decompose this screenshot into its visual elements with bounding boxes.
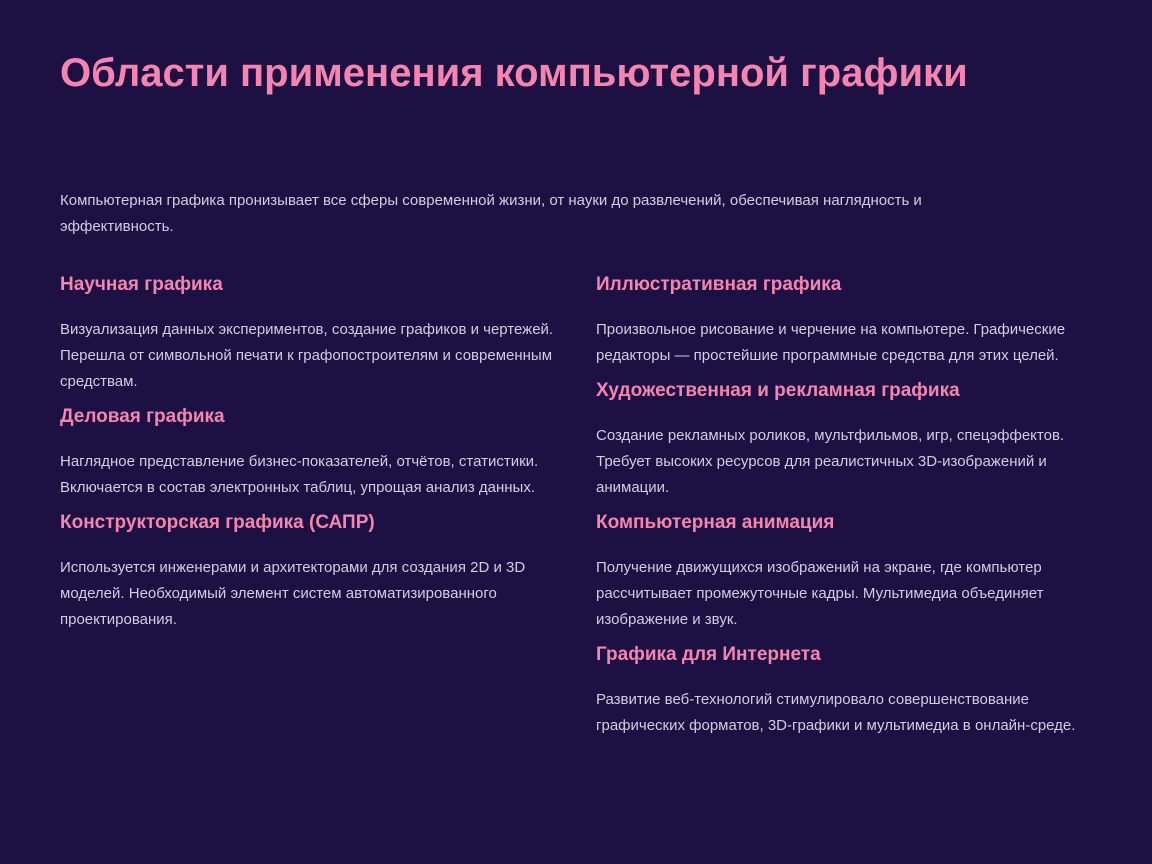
section-heading: Деловая графика bbox=[60, 406, 225, 427]
section-text: Используется инженерами и архитекторами для создания 2D и 3D моделей. Необходимый элемент систем автоматизированного проектирования. bbox=[60, 559, 526, 628]
section-business-graphics bbox=[60, 403, 560, 501]
page-title: Области применения компьютерной графики bbox=[60, 51, 968, 95]
section-text: Произвольное рисование и черчение на компьютере. Графические редакторы — простейшие программные средства для этих целей. bbox=[596, 321, 1066, 364]
section-web-graphics bbox=[596, 641, 1096, 739]
section-text: Получение движущихся изображений на экране, где компьютер рассчитывает промежуточные кадры. Мультимедиа объединяет изображение и звук. bbox=[596, 559, 1044, 628]
section-heading: Научная графика bbox=[60, 274, 223, 295]
section-heading: Графика для Интернета bbox=[596, 644, 821, 665]
section-heading: Компьютерная анимация bbox=[596, 512, 835, 533]
section-art-advertising-graphics bbox=[596, 377, 1096, 501]
section-heading: Конструкторская графика (САПР) bbox=[60, 512, 375, 533]
intro-text: Компьютерная графика пронизывает все сферы современной жизни, от науки до развлечений, обеспечивая наглядность и эффективность. bbox=[60, 192, 922, 235]
right-column bbox=[596, 271, 1096, 747]
section-text: Визуализация данных экспериментов, создание графиков и чертежей. Перешла от символьной печати к графопостроителям и современным средствам. bbox=[60, 321, 554, 390]
section-text: Наглядное представление бизнес-показателей, отчётов, статистики. Включается в состав электронных таблиц, упрощая анализ данных. bbox=[60, 453, 539, 496]
section-heading: Художественная и рекламная графика bbox=[596, 380, 960, 401]
section-cad-graphics bbox=[60, 509, 560, 633]
section-scientific-graphics bbox=[60, 271, 560, 395]
section-computer-animation bbox=[596, 509, 1096, 633]
section-text: Развитие веб-технологий стимулировало совершенствование графических форматов, 3D-графики и мультимедиа в онлайн-среде. bbox=[596, 691, 1076, 734]
section-heading: Иллюстративная графика bbox=[596, 274, 842, 295]
section-illustrative-graphics bbox=[596, 271, 1096, 369]
section-text: Создание рекламных роликов, мультфильмов, игр, спецэффектов. Требует высоких ресурсов для реалистичных 3D-изображений и анимации. bbox=[596, 427, 1065, 496]
left-column bbox=[60, 271, 560, 641]
